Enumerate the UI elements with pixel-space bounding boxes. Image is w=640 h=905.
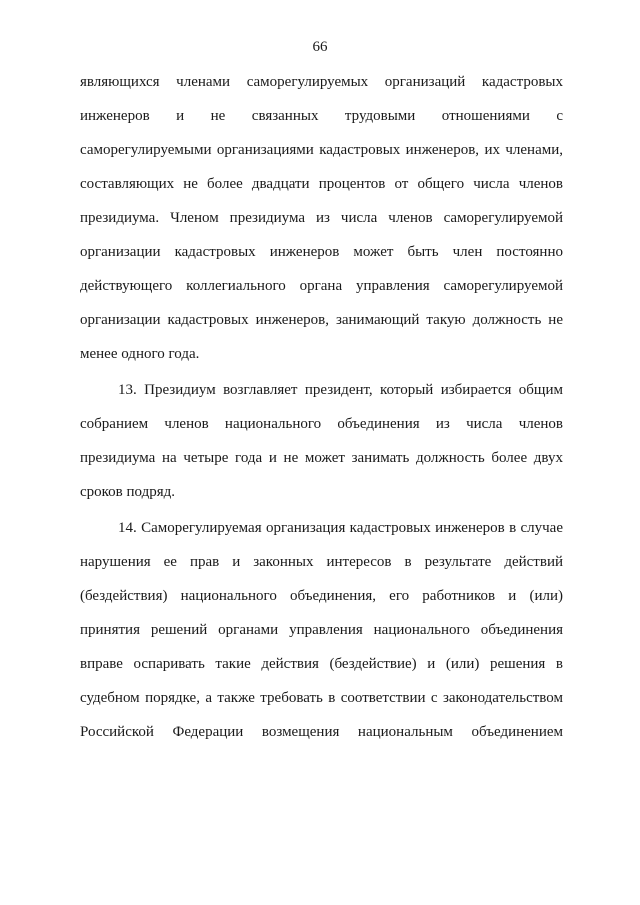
text-line: 14. Саморегулируемая организация кадастровых инженеров в случае <box>118 520 563 536</box>
text-line: президиума на четыре года и не может занимать должность более двух <box>80 450 563 466</box>
text-line: 13. Президиум возглавляет президент, который избирается общим <box>118 382 563 398</box>
text-line: действующего коллегиального органа управления саморегулируемой <box>80 278 563 294</box>
text-line: президиума. Членом президиума из числа членов саморегулируемой <box>80 210 563 226</box>
body-text <box>80 72 563 756</box>
text-line: судебном порядке, а также требовать в соответствии с законодательством <box>80 690 563 706</box>
text-line: составляющих не более двадцати процентов от общего числа членов <box>80 176 563 192</box>
text-line: вправе оспаривать такие действия (бездействие) и (или) решения в <box>80 656 563 672</box>
text-line: (бездействия) национального объединения, его работников и (или) <box>80 588 563 604</box>
text-line: менее одного года. <box>80 346 200 362</box>
text-line: Российской Федерации возмещения национальным объединением <box>80 724 563 740</box>
text-line: являющихся членами саморегулируемых организаций кадастровых <box>80 74 563 90</box>
text-line: саморегулируемыми организациями кадастровых инженеров, их членами, <box>80 142 563 158</box>
paragraph-continuation <box>80 72 563 378</box>
paragraph-14 <box>80 518 563 756</box>
text-line: собранием членов национального объединения из числа членов <box>80 416 563 432</box>
text-line: организации кадастровых инженеров может быть член постоянно <box>80 244 563 260</box>
text-line: принятия решений органами управления национального объединения <box>80 622 563 638</box>
text-line: инженеров и не связанных трудовыми отношениями с <box>80 108 563 124</box>
text-line: организации кадастровых инженеров, занимающий такую должность не <box>80 312 563 328</box>
paragraph-13 <box>80 380 563 516</box>
page-number: 66 <box>312 39 328 55</box>
text-line: нарушения ее прав и законных интересов в результате действий <box>80 554 563 570</box>
text-line: сроков подряд. <box>80 484 176 500</box>
